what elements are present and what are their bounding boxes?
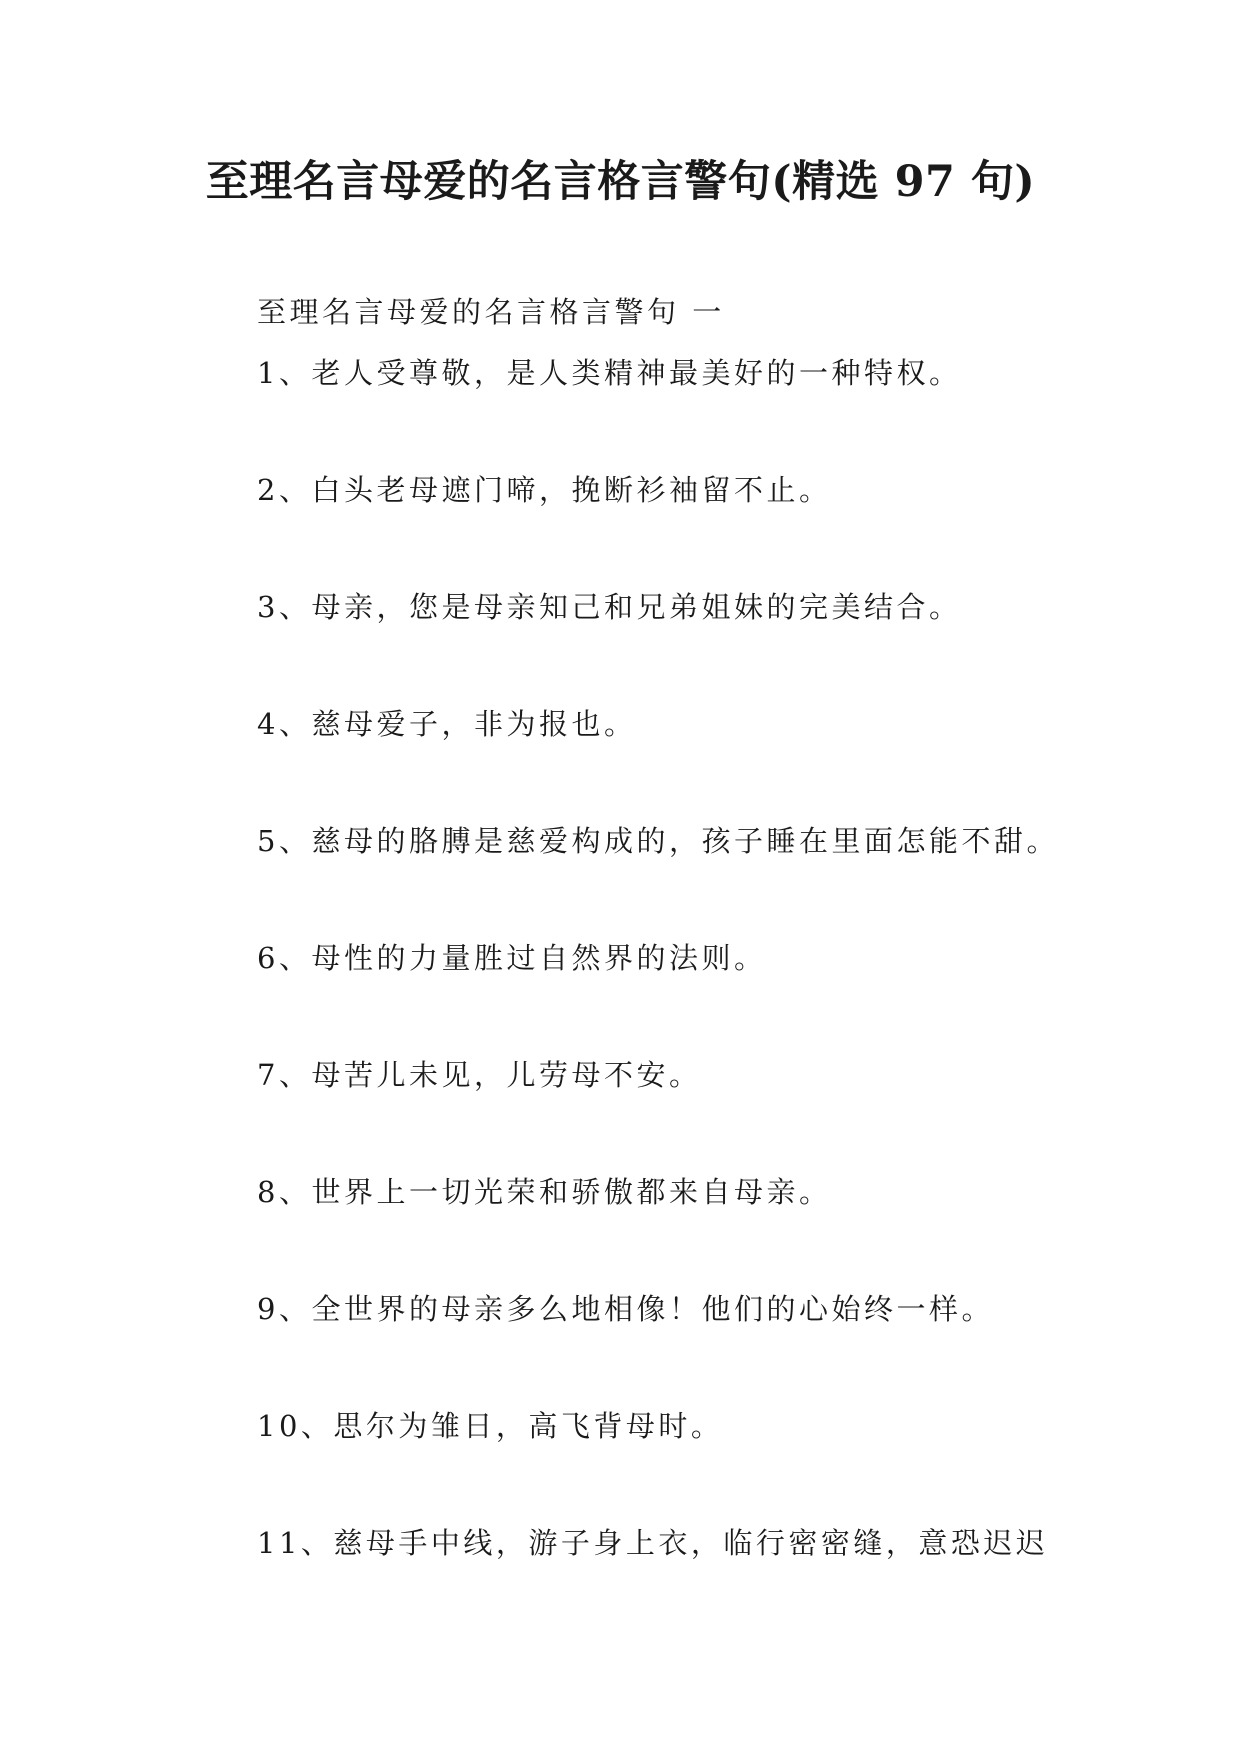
quote-item: 2、白头老母遮门啼，挽断衫袖留不止。 xyxy=(257,473,832,507)
quote-item: 5、慈母的胳膊是慈爱构成的，孩子睡在里面怎能不甜。 xyxy=(257,824,1059,858)
quote-item: 4、慈母爱子，非为报也。 xyxy=(257,707,637,741)
quote-item: 3、母亲，您是母亲知己和兄弟姐妹的完美结合。 xyxy=(257,590,962,624)
quote-item: 10、思尔为雏日，高飞背母时。 xyxy=(257,1409,724,1443)
section-heading: 至理名言母爱的名言格言警句 一 xyxy=(257,295,725,329)
quote-item: 11、慈母手中线，游子身上衣，临行密密缝，意恐迟迟 xyxy=(257,1526,1049,1560)
quote-item: 6、母性的力量胜过自然界的法则。 xyxy=(257,941,767,975)
quote-item: 7、母苦儿未见，儿劳母不安。 xyxy=(257,1058,702,1092)
document-title: 至理名言母爱的名言格言警句(精选 97 句) xyxy=(205,157,1036,207)
quote-item: 1、老人受尊敬，是人类精神最美好的一种特权。 xyxy=(257,356,962,390)
quote-item: 8、世界上一切光荣和骄傲都来自母亲。 xyxy=(257,1175,832,1209)
quote-item: 9、全世界的母亲多么地相像！他们的心始终一样。 xyxy=(257,1292,994,1326)
